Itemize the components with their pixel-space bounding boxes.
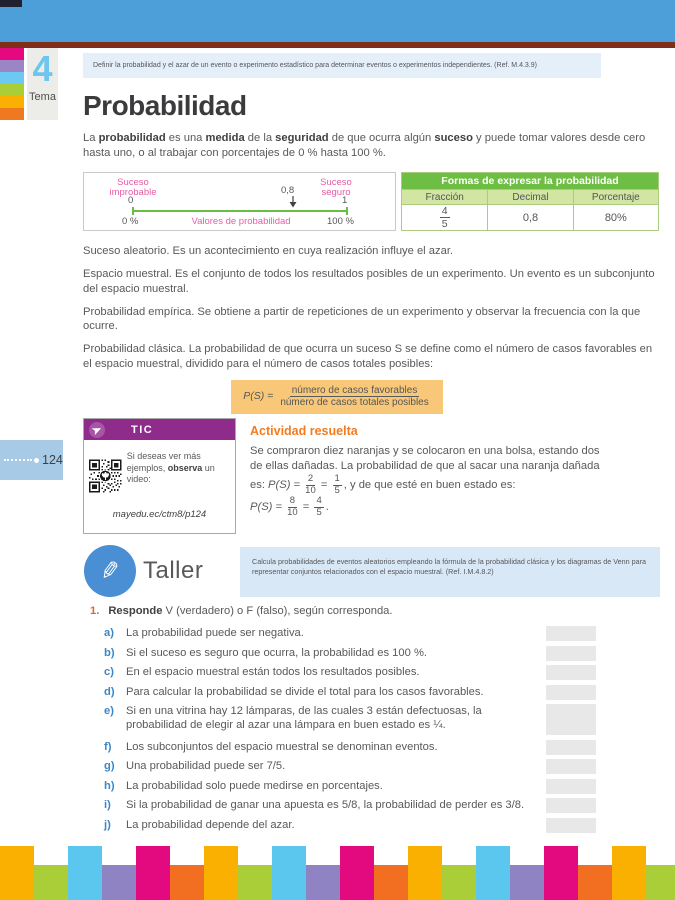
intro-segment: y puede tomar valores desde cero hasta uno, o al trabajar con porcentajes de 0 % hasta 100 %. (83, 132, 646, 159)
activity-middle: , y de que esté en buen estado es: (343, 478, 516, 491)
footer-bar (0, 846, 34, 900)
intro-paragraph (83, 131, 661, 160)
qr-code (89, 446, 122, 506)
footer-bar (510, 865, 544, 900)
fraction-numerator: 4 (316, 495, 322, 506)
intro-segment: es una (165, 132, 206, 144)
definition-probabilidad-empirica (83, 305, 661, 334)
activity-formula-line (250, 496, 612, 518)
item-label: h) (104, 779, 115, 792)
item-label: g) (104, 760, 115, 772)
footer-bar (442, 865, 476, 900)
exercise-item (104, 759, 596, 774)
intro-segment: medida (205, 132, 245, 144)
formula-numerator: número de casos favorables (291, 384, 418, 396)
equals-sign: = (299, 500, 313, 513)
objective-box (83, 53, 601, 78)
scale-hundred-percent: 100 % (327, 216, 354, 227)
tema-number: 4 (32, 48, 53, 89)
page-number: 124 (42, 453, 63, 467)
item-label: f) (104, 740, 112, 753)
fraction-numerator: 1 (334, 473, 340, 484)
footer-bar (612, 846, 646, 900)
scale-tick-one: 1 (342, 195, 348, 206)
answer-box[interactable] (546, 779, 596, 794)
fraction-numerator: 2 (307, 473, 314, 484)
footer-bar (102, 865, 136, 900)
table-col-porcentaje: Porcentaje (573, 189, 658, 204)
definition-suceso-aleatorio (83, 244, 661, 259)
footer-bar (544, 846, 578, 900)
corner-mark (0, 0, 22, 7)
definition-term: Espacio muestral. (83, 268, 172, 280)
exercise-item (104, 798, 596, 813)
question-number: 1. (90, 605, 100, 617)
answer-box[interactable] (546, 704, 596, 735)
fraction-denominator: 10 (287, 506, 298, 518)
intro-segment: seguridad (275, 132, 329, 144)
intro-segment: suceso (434, 132, 473, 144)
formula-lhs: P(S) = (243, 390, 274, 403)
fraction-denominator: 5 (441, 218, 448, 230)
exercise-item (104, 685, 596, 700)
table-col-fraccion: Fracción (402, 189, 487, 204)
footer-bar (306, 865, 340, 900)
fraction-numerator: 4 (441, 205, 448, 217)
tema-label: Tema (29, 91, 56, 103)
tic-box (83, 418, 236, 534)
intro-segment: La (83, 132, 99, 144)
footer-bars (0, 846, 675, 900)
item-text: Los subconjuntos del espacio muestral se denominan eventos. (126, 740, 438, 753)
item-text: La probabilidad depende del azar. (126, 818, 295, 831)
tic-text-pre: Si deseas ver más ejemplos, (126, 451, 201, 473)
answer-box[interactable] (546, 665, 596, 680)
exercise-item (104, 704, 596, 735)
prompt-bold: Responde (108, 605, 163, 617)
probability-symbol: P(S) = (250, 500, 286, 513)
definition-probabilidad-clasica (83, 342, 661, 371)
footer-bar (374, 865, 408, 900)
item-text: Si la probabilidad de ganar una apuesta es 5/8, la probabilidad de perder es 3/8. (126, 799, 525, 811)
intro-segment: probabilidad (98, 132, 166, 144)
tic-header (84, 419, 235, 440)
page-number-badge (0, 440, 63, 480)
exercise-items (104, 626, 596, 837)
item-label: d) (104, 685, 115, 698)
probability-symbol: P(S) = (268, 478, 304, 491)
definition-term: Probabilidad empírica. (83, 305, 195, 318)
definition-text: Es el conjunto de todos los resultados posibles de un experimento. Un evento es un subconjunto del espacio muestral. (83, 268, 655, 295)
color-square (0, 84, 24, 96)
footer-bar (272, 846, 306, 900)
tic-text (127, 446, 231, 506)
table-value-decimal: 0,8 (487, 204, 572, 230)
taller-icon (84, 545, 136, 597)
formula-denominator: número de casos totales posibles (280, 397, 429, 408)
item-text: Si en una vitrina hay 12 lámparas, de las cuales 3 están defectuosas, la probabilidad de elegir al azar una lámpara en buen estado es ¼. (126, 705, 482, 731)
page-title: Probabilidad (83, 90, 247, 121)
bullet-dot (34, 458, 39, 463)
exercise-item (104, 626, 596, 641)
item-label: j) (104, 818, 111, 831)
color-strip (0, 48, 24, 120)
answer-box[interactable] (546, 759, 596, 774)
item-label: i) (104, 799, 111, 811)
solved-activity (250, 424, 612, 518)
footer-bar (170, 865, 204, 900)
table-value-percentage: 80% (573, 204, 658, 230)
footer-bar (34, 865, 68, 900)
activity-title: Actividad resuelta (250, 424, 358, 438)
activity-intro: Se compraron diez naranjas y se colocaron en una bolsa, estando dos de ellas dañadas. La probabilidad de que al sacar una naranja dañada es: (250, 445, 600, 491)
color-square (0, 108, 24, 120)
footer-bar (340, 846, 374, 900)
exercise-item (104, 665, 596, 680)
exercise-prompt (90, 605, 393, 617)
definitions (83, 244, 661, 414)
dotted-leader (4, 459, 32, 461)
tic-body (84, 440, 235, 508)
taller-title: Taller (143, 557, 204, 584)
tic-url-link[interactable]: mayedu.ec/ctm8/p124 (112, 509, 207, 520)
exercise-item (104, 646, 596, 661)
footer-bar (578, 865, 612, 900)
probability-table (401, 172, 659, 231)
scale-label-improbable: Suceso improbable (109, 177, 157, 198)
item-text: Para calcular la probabilidad se divide el total para los casos favorables. (126, 685, 484, 698)
definition-text: Es un acontecimiento en cuya realización influye el azar. (169, 245, 454, 257)
scale-marker-value: 0,8 (281, 185, 295, 196)
item-text: La probabilidad solo puede medirse en porcentajes. (126, 779, 383, 792)
tema-badge (27, 48, 58, 120)
footer-bar (68, 846, 102, 900)
period: . (325, 500, 329, 513)
footer-bar (476, 846, 510, 900)
exercise-item (104, 740, 596, 755)
equals-sign: = (317, 478, 331, 491)
color-square (0, 72, 24, 84)
scale-zero-percent: 0 % (122, 216, 139, 227)
tic-text-bold: observa (167, 462, 203, 473)
color-square (0, 48, 24, 60)
tic-text-post: un video: (126, 462, 215, 484)
answer-box[interactable] (546, 626, 596, 641)
scale-axis-label: Valores de probabilidad (191, 216, 291, 227)
fraction-denominator: 5 (334, 484, 340, 496)
activity-body (250, 444, 612, 518)
taller-description: Calcula probabilidades de eventos aleatorios empleando la fórmula de la probabilidad clásica y los diagramas de Venn para representar conjuntos relacionados con el espacio muestral. (Ref. I.M.4.8.2) (240, 547, 660, 597)
paper-plane-icon (89, 422, 105, 438)
footer-bar (238, 865, 272, 900)
item-label: c) (104, 666, 114, 678)
definition-espacio-muestral (83, 267, 661, 296)
footer-bar (136, 846, 170, 900)
item-label: a) (104, 627, 114, 639)
top-banner (0, 0, 675, 42)
probability-scale (83, 172, 396, 231)
table-title: Formas de expresar la probabilidad (402, 173, 658, 189)
footer-bar (204, 846, 238, 900)
intro-segment: de la (244, 132, 276, 144)
footer-bar (646, 865, 675, 900)
definition-text: Se obtiene a partir de repeticiones de un experimento y observar la frecuencia con la que ocurre. (83, 305, 641, 332)
item-text: Si el suceso es seguro que ocurra, la probabilidad es 100 %. (126, 646, 428, 659)
prompt-rest: V (verdadero) o F (falso), según corresponda. (162, 605, 393, 617)
definition-term: Suceso aleatorio. (83, 245, 170, 257)
color-square (0, 96, 24, 108)
table-col-decimal: Decimal (487, 189, 572, 204)
formula-box (231, 380, 443, 414)
item-text: La probabilidad puede ser negativa. (126, 627, 304, 639)
fraction-denominator: 5 (316, 506, 322, 518)
definition-term: Probabilidad clásica. (83, 343, 186, 355)
answer-box[interactable] (546, 740, 596, 755)
scale-line (132, 210, 348, 212)
table-value-fraction (402, 204, 487, 230)
objective-text: Definir la probabilidad y el azar de un evento o experimento estadístico para determinar eventos o experimentos independientes. (Ref. M.4.3.9) (93, 62, 537, 69)
color-square (0, 60, 24, 72)
definition-text: La probabilidad de que ocurra un suceso S se define como el número de casos favorables en el espacio muestral, dividido para el número de casos totales posibles: (83, 343, 653, 370)
footer-bar (408, 846, 442, 900)
fraction-denominator: 10 (305, 484, 316, 496)
down-arrow-icon (288, 196, 298, 208)
answer-box[interactable] (546, 818, 596, 833)
item-label: e) (104, 705, 114, 717)
item-text: Una probabilidad puede ser 7/5. (126, 760, 286, 772)
answer-box[interactable] (546, 646, 596, 661)
divider-bar (0, 42, 675, 48)
pencil-icon: ✎ (98, 555, 122, 587)
exercise-item (104, 818, 596, 833)
exercise-item (104, 779, 596, 794)
intro-segment: de que ocurra algún (328, 132, 435, 144)
scale-tick-zero: 0 (128, 195, 134, 206)
item-text: En el espacio muestral están todos los resultados posibles. (126, 666, 420, 678)
scale-label-seguro: Suceso seguro (320, 177, 352, 198)
item-label: b) (104, 646, 115, 659)
answer-box[interactable] (546, 798, 596, 813)
answer-box[interactable] (546, 685, 596, 700)
tic-title: TIC (131, 423, 154, 436)
fraction-numerator: 8 (289, 495, 296, 506)
